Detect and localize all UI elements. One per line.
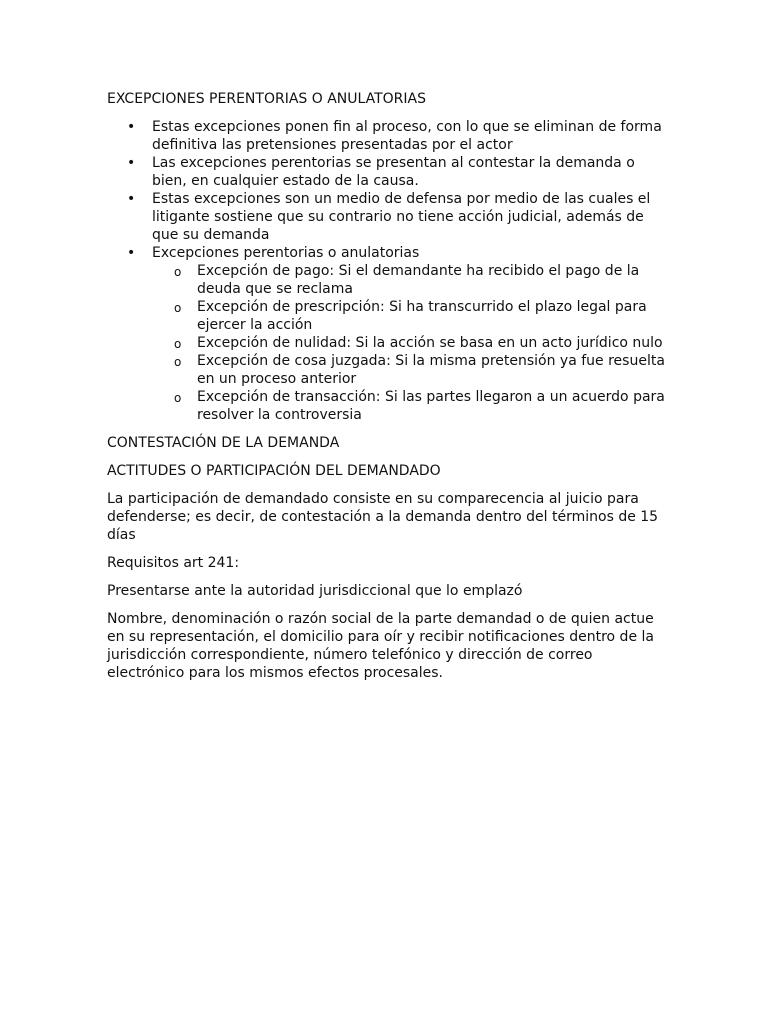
bullet-list bbox=[107, 118, 667, 424]
bullet-icon: • bbox=[127, 245, 136, 261]
paragraph-requisitos: Requisitos art 241: bbox=[107, 555, 240, 571]
bullet-text: Estas excepciones son un medio de defensa por medio de las cuales el litigante sostiene que su contrario no tiene acción judicial, además de que su demanda bbox=[152, 191, 651, 243]
paragraph-presentarse: Presentarse ante la autoridad jurisdiccional que lo emplazó bbox=[107, 583, 523, 599]
circle-bullet-icon: o bbox=[174, 301, 182, 315]
bullet-text: Estas excepciones ponen fin al proceso, con lo que se eliminan de forma definitiva las pretensiones presentadas por el actor bbox=[152, 119, 662, 153]
bullet-text: Las excepciones perentorias se presentan al contestar la demanda o bien, en cualquier estado de la causa. bbox=[152, 155, 635, 189]
sub-bullet-text: Excepción de cosa juzgada: Si la misma pretensión ya fue resuelta en un proceso anterior bbox=[197, 353, 665, 387]
circle-bullet-icon: o bbox=[174, 337, 182, 351]
sub-bullet-item bbox=[152, 352, 667, 388]
bullet-item bbox=[127, 244, 667, 424]
section-heading-contestacion: CONTESTACIÓN DE LA DEMANDA bbox=[107, 435, 340, 451]
section-heading-actitudes: ACTITUDES O PARTICIPACIÓN DEL DEMANDADO bbox=[107, 463, 441, 479]
paragraph-participacion: La participación de demandado consiste en su comparecencia al juicio para defenderse; es decir, de contestación a la demanda dentro del términos de 15 días bbox=[107, 491, 659, 543]
sub-bullet-item bbox=[152, 388, 667, 424]
paragraph-nombre: Nombre, denominación o razón social de la parte demandad o de quien actue en su representación, el domicilio para oír y recibir notificaciones dentro de la jurisdicción correspondiente, número telefónico y dirección de correo electrónico para los mismos efectos procesales. bbox=[107, 611, 654, 681]
bullet-text: Excepciones perentorias o anulatorias bbox=[152, 245, 420, 261]
circle-bullet-icon: o bbox=[174, 391, 182, 405]
sub-bullet-item bbox=[152, 262, 667, 298]
bullet-icon: • bbox=[127, 119, 136, 135]
sub-bullet-text: Excepción de prescripción: Si ha transcurrido el plazo legal para ejercer la acción bbox=[197, 299, 647, 333]
bullet-icon: • bbox=[127, 191, 136, 207]
document-page bbox=[107, 90, 667, 692]
section-heading-excepciones: EXCEPCIONES PERENTORIAS O ANULATORIAS bbox=[107, 91, 427, 107]
circle-bullet-icon: o bbox=[174, 265, 182, 279]
bullet-item bbox=[127, 118, 667, 154]
sub-bullet-text: Excepción de nulidad: Si la acción se basa en un acto jurídico nulo bbox=[197, 335, 663, 351]
sub-bullet-item bbox=[152, 334, 667, 352]
sub-bullet-list bbox=[152, 262, 667, 424]
bullet-item bbox=[127, 154, 667, 190]
bullet-item bbox=[127, 190, 667, 244]
circle-bullet-icon: o bbox=[174, 355, 182, 369]
sub-bullet-text: Excepción de transacción: Si las partes llegaron a un acuerdo para resolver la controversia bbox=[197, 389, 665, 423]
sub-bullet-item bbox=[152, 298, 667, 334]
bullet-icon: • bbox=[127, 155, 136, 171]
sub-bullet-text: Excepción de pago: Si el demandante ha recibido el pago de la deuda que se reclama bbox=[197, 263, 640, 297]
